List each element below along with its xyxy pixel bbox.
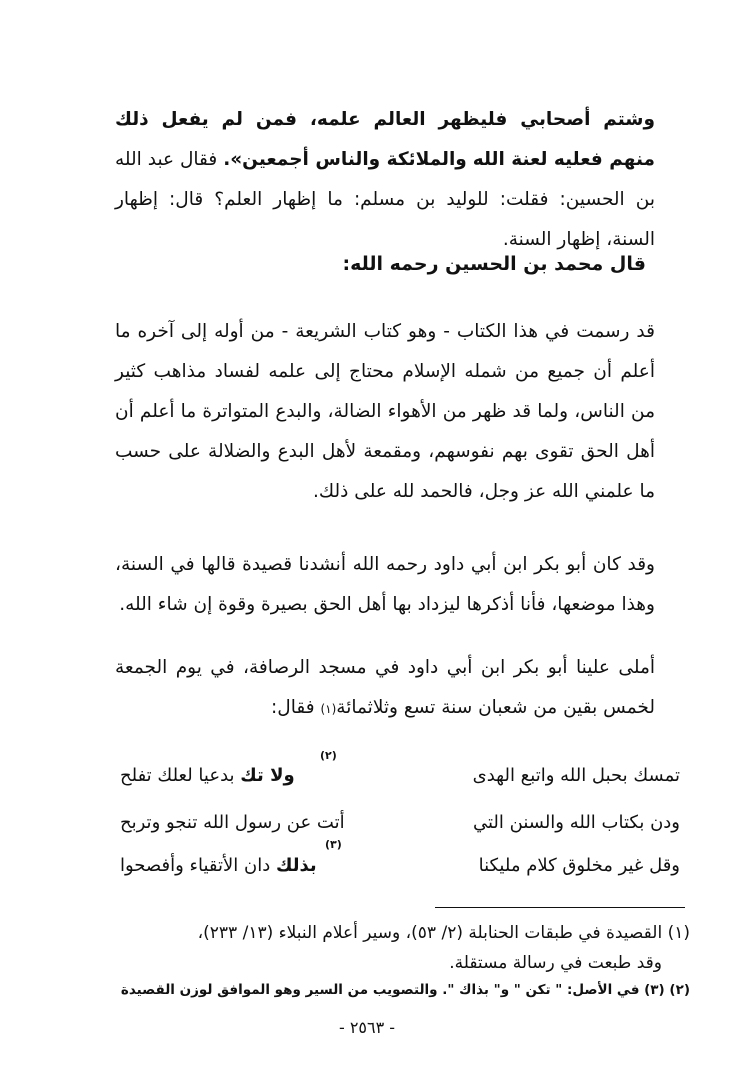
verse-line-2 (120, 812, 680, 852)
footnote-1-line-2: وقد طبعت في رسالة مستقلة. (449, 953, 662, 973)
dictation-text-end: فقال: (271, 697, 321, 718)
verse-3-first-hemistich: وقل غير مخلوق كلام مليكنا (478, 855, 680, 876)
verse-1-second-rest: بدعيا لعلك تفلح (120, 765, 241, 786)
verse-3-bold-word: بذلك (276, 855, 317, 876)
verse-2-second-hemistich: أتت عن رسول الله تنجو وتربح (120, 812, 345, 833)
footnote-1-line-1: (١) القصيدة في طبقات الحنابلة (٢/ ٥٣)، وسير أعلام النبلاء (١٣/ ٢٣٣)، (197, 923, 690, 943)
paragraph-dictation (115, 648, 655, 729)
verse-line-3 (120, 838, 680, 895)
verse-2-first-hemistich: ودن بكتاب الله والسنن التي (472, 812, 680, 833)
verse-1-bold-word: ولا تك (240, 765, 295, 786)
verse-3-second-rest: دان الأتقياء وأفصحوا (120, 855, 276, 876)
hadith-text-bold: وشتم أصحابي فليظهر العالم علمه، فمن لم يفعل ذلك منهم فعليه لعنة الله (115, 109, 655, 170)
footnote-2-3: (٢) (٣) في الأصل: " تكن " و" بذاك ". والتصويب من السير وهو الموافق لوزن القصيدة (120, 982, 690, 998)
narration-text: فقال عبد الله بن الحسين: فقلت: للوليد بن (115, 149, 655, 210)
footnote-1 (110, 918, 690, 978)
footnote-separator (435, 907, 685, 908)
hadith-text-bold-end: والملائكة والناس أجمعين». (223, 149, 467, 170)
verse-line-1 (120, 749, 680, 805)
narration-text-end: مسلم: ما إظهار العلم؟ قال: إظهار السنة، إظهار السنة. (115, 189, 655, 250)
verse-3-second-hemistich (120, 855, 317, 876)
paragraph-hadith-ending (115, 100, 655, 260)
footnote-ref-3: (٣) (325, 838, 342, 851)
footnote-ref-2: (٢) (320, 749, 337, 762)
dictation-text: أملى علينا أبو بكر ابن أبي داود في مسجد الرصافة، في يوم الجمعة لخمس بقين من شعبان سنة تسع وثلاثمائة (115, 657, 655, 718)
paragraph-poem-intro: وقد كان أبو بكر ابن أبي داود رحمه الله أنشدنا قصيدة قالها في السنة، وهذا موضعها، فأنا أذكرها ليزداد بها أهل الحق بصيرة وقوة إن شاء الله. (115, 554, 655, 615)
footnote-ref-1: (١) (320, 702, 337, 716)
paragraph-intro: قد رسمت في هذا الكتاب - وهو كتاب الشريعة - من أوله إلى آخره ما أعلم أن جميع من شمله الإسلام محتاج إلى علمه لفساد مذاهب كثير من الناس، ولما قد ظهر من الأهواء الضالة، والبدع المتواترة ما أعلم أن أهل الحق تقوى بهم نفوسهم، ومقمعة لأهل البدع والضلالة على حسب ما علمني الله عز وجل، فالحمد لله على ذلك. (115, 321, 655, 502)
verse-1-first-hemistich: تمسك بحبل الله واتبع الهدى (472, 765, 680, 786)
page-number: - ٢٥٦٣ - (338, 1018, 396, 1037)
section-heading: قال محمد بن الحسين رحمه الله: (342, 253, 646, 275)
verse-1-second-hemistich (120, 765, 295, 786)
